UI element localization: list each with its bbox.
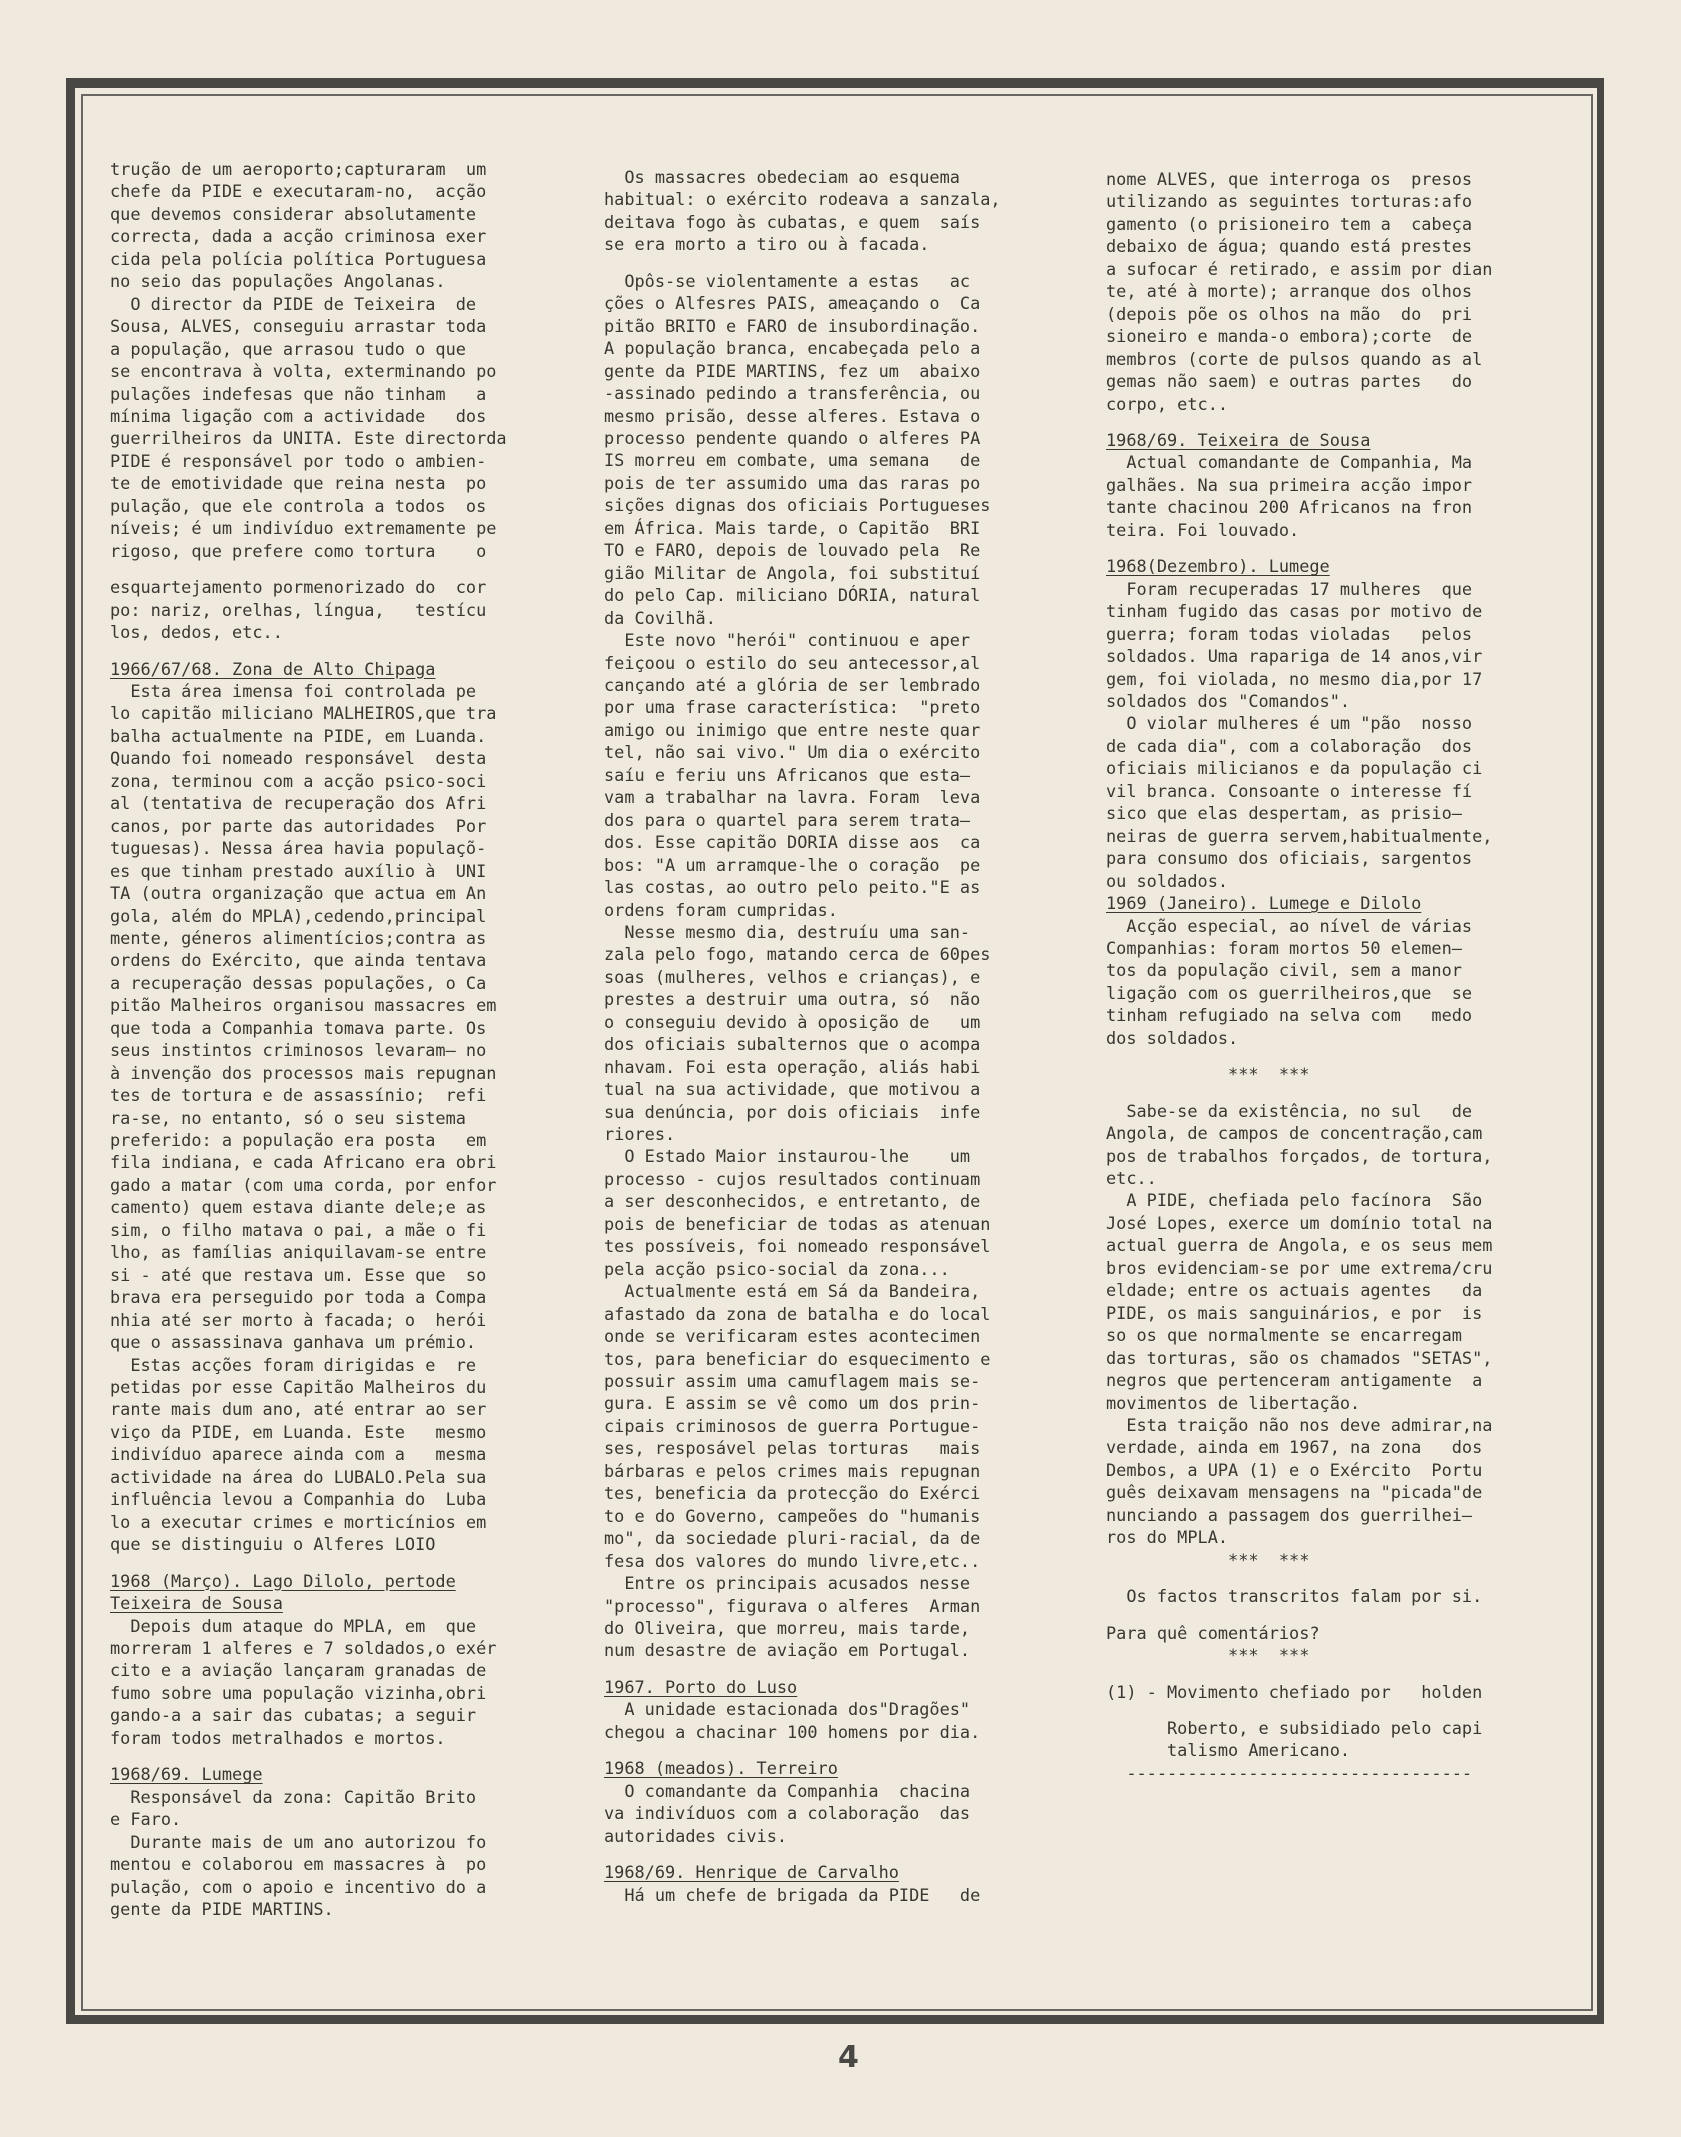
text-line: tos, para beneficiar do esquecimento e xyxy=(604,1348,991,1369)
text-line: ordens do Exército, que ainda tentava xyxy=(110,950,487,971)
text-line: gente da PIDE MARTINS, fez um abaixo xyxy=(604,360,981,381)
text-line: eldade; entre os actuais agentes da xyxy=(1106,1280,1483,1301)
text-line: lho, as famílias aniquilavam-se entre xyxy=(110,1242,487,1263)
section-heading: 1968/69. Henrique de Carvalho xyxy=(604,1862,899,1883)
text-line: gamento (o prisioneiro tem a cabeça xyxy=(1106,213,1473,234)
text-line: canos, por parte das autoridades Por xyxy=(110,815,487,836)
text-line: tos da população civil, sem a manor xyxy=(1106,960,1462,981)
text-line: va indivíduos com a colaboração das xyxy=(604,1803,971,1824)
text-line: *** *** xyxy=(1106,1645,1310,1666)
text-line: a sufocar é retirado, e assim por dian xyxy=(1106,258,1493,279)
text-line: gente da PIDE MARTINS. xyxy=(110,1898,334,1919)
text-line: riores. xyxy=(604,1124,676,1145)
text-line: soas (mulheres, velhos e crianças), e xyxy=(604,966,981,987)
text-line: para consumo dos oficiais, sargentos xyxy=(1106,848,1473,869)
text-line: que devemos considerar absolutamente xyxy=(110,203,477,224)
text-line: do pelo Cap. miliciano DÓRIA, natural xyxy=(604,585,981,606)
text-line: O Estado Maior instaurou-lhe um xyxy=(604,1146,971,1167)
text-line: tinham refugiado na selva com medo xyxy=(1106,1005,1473,1026)
text-line: mesmo prisão, desse alferes. Estava o xyxy=(604,405,981,426)
text-line: Os massacres obedeciam ao esquema xyxy=(604,167,960,187)
text-line: tes possíveis, foi nomeado responsável xyxy=(604,1236,991,1257)
text-line: *** *** xyxy=(1106,1549,1310,1570)
text-line: soldados. Uma rapariga de 14 anos,vir xyxy=(1106,646,1483,667)
text-line: te de emotividade que reina nesta po xyxy=(110,473,487,494)
text-line: dos para o quartel para serem trata— xyxy=(604,809,971,830)
text-line: bos: "A um arramque-lhe o coração pe xyxy=(604,854,981,875)
text-line: ções o Alfesres PAIS, ameaçando o Ca xyxy=(604,293,981,314)
text-line: O comandante da Companhia chacina xyxy=(604,1780,971,1801)
text-line: es que tinham prestado auxílio à UNI xyxy=(110,860,487,881)
text-line: etc.. xyxy=(1106,1168,1157,1189)
text-line: PIDE, os mais sanguinários, e por is xyxy=(1106,1302,1483,1323)
text-line: Para quê comentários? xyxy=(1106,1622,1320,1643)
text-line: -assinado pedindo a transferência, ou xyxy=(604,383,981,404)
text-line: so os que normalmente se encarregam xyxy=(1106,1325,1462,1346)
text-line: A população branca, encabeçada pelo a xyxy=(604,338,981,359)
text-line: nhia até ser morto à facada; o herói xyxy=(110,1309,487,1330)
text-line: trução de um aeroporto;capturaram um xyxy=(110,159,487,179)
text-line: las costas, ao outro pelo peito."E as xyxy=(604,877,981,898)
text-line: Nesse mesmo dia, destruíu uma san- xyxy=(604,921,971,942)
text-line: pitão Malheiros organisou massacres em xyxy=(110,995,497,1016)
text-line: dos soldados. xyxy=(1106,1027,1239,1048)
text-line: tes, beneficia da protecção do Exérci xyxy=(604,1483,981,1504)
text-line: ordens foram cumpridas. xyxy=(604,899,838,920)
text-line: Actual comandante de Companhia, Ma xyxy=(1106,452,1473,473)
text-line: lo capitão miliciano MALHEIROS,que tra xyxy=(110,703,497,724)
text-line: vil branca. Consoante o interesse fí xyxy=(1106,780,1473,801)
text-line: preferido: a população era posta em xyxy=(110,1130,487,1151)
text-line: pulações indefesas que não tinham a xyxy=(110,383,487,404)
text-line: gem, foi violada, no mesmo dia,por 17 xyxy=(1106,668,1483,689)
text-line: tes de tortura e de assassínio; refi xyxy=(110,1085,487,1106)
text-line: Companhias: foram mortos 50 elemen— xyxy=(1106,937,1462,958)
text-line: Esta traição não nos deve admirar,na xyxy=(1106,1415,1493,1436)
text-line: rigoso, que prefere como tortura o xyxy=(110,540,487,561)
text-line: viço da PIDE, em Luanda. Este mesmo xyxy=(110,1421,487,1442)
text-column-2 xyxy=(604,166,1064,1906)
text-line: debaixo de água; quando está prestes xyxy=(1106,236,1473,257)
text-column-1 xyxy=(110,158,565,1920)
text-line: cançando até a glória de ser lembrado xyxy=(604,674,981,695)
text-line: sioneiro e manda-o embora);corte de xyxy=(1106,326,1473,347)
text-line: neiras de guerra servem,habitualmente, xyxy=(1106,825,1493,846)
text-line: se encontrava à volta, exterminando po xyxy=(110,361,497,382)
text-line: indivíduo aparece ainda com a mesma xyxy=(110,1444,487,1465)
text-line: gola, além do MPLA),cedendo,principal xyxy=(110,905,487,926)
text-line: amigo ou inimigo que entre neste quar xyxy=(604,719,981,740)
text-line: fesa dos valores do mundo livre,etc.. xyxy=(604,1550,981,1571)
text-line: A unidade estacionada dos"Dragões" xyxy=(604,1699,971,1720)
text-line: Actualmente está em Sá da Bandeira, xyxy=(604,1281,981,1302)
text-line: saíu e feriu uns Africanos que esta— xyxy=(604,764,971,785)
text-line: balha actualmente na PIDE, em Luanda. xyxy=(110,725,487,746)
text-line: da Covilhã. xyxy=(604,607,716,628)
text-line: níveis; é um indivíduo extremamente pe xyxy=(110,518,497,539)
text-line: correcta, dada a acção criminosa exer xyxy=(110,226,487,247)
text-line: ses, resposável pelas torturas mais xyxy=(604,1438,981,1459)
text-line: no seio das populações Angolanas. xyxy=(110,271,446,292)
text-line: que se distinguiu o Alferes LOIO xyxy=(110,1534,436,1555)
text-line: pulação, com o apoio e incentivo do a xyxy=(110,1876,487,1897)
text-line: (1) - Movimento chefiado por holden xyxy=(1106,1681,1483,1702)
text-line: tuguesas). Nessa área havia populaçõ- xyxy=(110,838,487,859)
text-line: morreram 1 alferes e 7 soldados,o exér xyxy=(110,1638,497,1658)
text-line: Acção especial, ao nível de várias xyxy=(1106,915,1473,936)
text-line: pulação, que ele controla a todos os xyxy=(110,495,487,516)
section-heading: 1968/69. Lumege xyxy=(110,1764,263,1785)
text-line: prestes a destruir uma outra, só não xyxy=(604,989,981,1010)
section-heading: 1968 (Março). Lago Dilolo, pertode xyxy=(110,1570,456,1591)
text-line: lo a executar crimes e morticínios em xyxy=(110,1511,487,1532)
text-line: influência levou a Companhia do Luba xyxy=(110,1489,487,1510)
text-line: do Oliveira, que morreu, mais tarde, xyxy=(604,1618,971,1638)
text-line: mínima ligação com a actividade dos xyxy=(110,405,487,426)
text-line: Quando foi nomeado responsável desta xyxy=(110,748,487,769)
text-line: chegou a chacinar 100 homens por dia. xyxy=(604,1721,981,1742)
text-line: gando-a a sair das cubatas; a seguir xyxy=(110,1705,477,1726)
text-line: pois de beneficiar de todas as atenuan xyxy=(604,1213,991,1234)
text-line: sições dignas dos oficiais Portugueses xyxy=(604,495,991,516)
text-line: soldados dos "Comandos". xyxy=(1106,690,1351,711)
text-line: Opôs-se violentamente a estas ac xyxy=(604,270,971,291)
text-line: Dembos, a UPA (1) e o Exército Portu xyxy=(1106,1459,1483,1480)
text-line: em África. Mais tarde, o Capitão BRI xyxy=(604,517,981,538)
text-line: ros do MPLA. xyxy=(1106,1527,1229,1548)
text-line: Entre os principais acusados nesse xyxy=(604,1573,971,1594)
text-line: actividade na área do LUBALO.Pela sua xyxy=(110,1466,487,1487)
text-line: talismo Americano. xyxy=(1106,1740,1351,1761)
text-line: Responsável da zona: Capitão Brito xyxy=(110,1786,477,1807)
text-line: brava era perseguido por toda a Compa xyxy=(110,1287,487,1308)
text-line: PIDE é responsável por todo o ambien- xyxy=(110,450,487,471)
text-line: membros (corte de pulsos quando as al xyxy=(1106,348,1483,369)
text-line: rante mais dum ano, até entrar ao ser xyxy=(110,1399,487,1420)
text-line: a ser desconhecidos, e entretanto, de xyxy=(604,1191,981,1212)
text-line: utilizando as seguintes torturas:afo xyxy=(1106,191,1473,212)
text-line: à invenção dos processos mais repugnan xyxy=(110,1062,497,1083)
text-line: Sousa, ALVES, conseguiu arrastar toda xyxy=(110,316,487,337)
text-line: e Faro. xyxy=(110,1809,182,1830)
text-line: pitão BRITO e FARO de insubordinação. xyxy=(604,315,981,336)
text-line: foram todos metralhados e mortos. xyxy=(110,1727,446,1748)
text-line: mo", da sociedade pluri-racial, da de xyxy=(604,1528,981,1549)
text-line: to e do Governo, campeões do "humanis xyxy=(604,1505,981,1526)
text-line: por uma frase característica: "preto xyxy=(604,697,981,718)
text-line: zona, terminou com a acção psico-soci xyxy=(110,770,487,791)
text-line: TO e FARO, depois de louvado pela Re xyxy=(604,540,981,561)
text-line: te, até à morte); arranque dos olhos xyxy=(1106,281,1473,302)
text-line: esquartejamento pormenorizado do cor xyxy=(110,577,487,598)
text-line: movimentos de libertação. xyxy=(1106,1392,1361,1413)
text-line: ligação com os guerrilheiros,que se xyxy=(1106,982,1473,1003)
text-line: Este novo "herói" continuou e aper xyxy=(604,630,971,651)
text-line: a recuperação dessas populações, o Ca xyxy=(110,972,487,993)
text-line: pois de ter assumido uma das raras po xyxy=(604,472,981,493)
text-line: feiçoou o estilo do seu antecessor,al xyxy=(604,652,981,673)
text-line: afastado da zona de batalha e do local xyxy=(604,1303,991,1324)
text-line: gura. E assim se vê como um dos prin- xyxy=(604,1393,981,1414)
text-line: se era morto a tiro ou à facada. xyxy=(604,234,930,255)
text-line: IS morreu em combate, uma semana de xyxy=(604,450,981,471)
section-heading: 1967. Porto do Luso xyxy=(604,1676,798,1697)
text-line: petidas por esse Capitão Malheiros du xyxy=(110,1377,487,1398)
text-line: ra-se, no entanto, só o seu sistema xyxy=(110,1107,466,1128)
text-line: habitual: o exército rodeava a sanzala, xyxy=(604,189,1001,210)
text-line: guerrilheiros da UNITA. Este directorda xyxy=(110,428,507,449)
text-line: cipais criminosos de guerra Portugue- xyxy=(604,1415,981,1436)
text-line: mentou e colaborou em massacres à po xyxy=(110,1854,487,1875)
section-heading: 1968/69. Teixeira de Sousa xyxy=(1106,429,1371,450)
text-line: pela acção psico-social da zona... xyxy=(604,1258,950,1279)
text-line: gado a matar (com uma corda, por enfor xyxy=(110,1174,497,1195)
text-line: vam a trabalhar na lavra. Foram leva xyxy=(604,787,981,808)
text-line: chefe da PIDE e executaram-no, acção xyxy=(110,181,487,202)
text-line: a população, que arrasou tudo o que xyxy=(110,338,466,359)
text-line: A PIDE, chefiada pelo facínora São xyxy=(1106,1190,1483,1211)
text-line: que toda a Companhia tomava parte. Os xyxy=(110,1017,487,1038)
text-line: processo - cujos resultados continuam xyxy=(604,1168,981,1189)
text-line: Estas acções foram dirigidas e re xyxy=(110,1354,477,1375)
text-line: José Lopes, exerce um domínio total na xyxy=(1106,1212,1493,1233)
text-line: onde se verificaram estes acontecimen xyxy=(604,1326,981,1347)
text-line: fila indiana, e cada Africano era obri xyxy=(110,1152,497,1173)
text-line: bárbaras e pelos crimes mais repugnan xyxy=(604,1460,981,1481)
text-line: Durante mais de um ano autorizou fo xyxy=(110,1831,487,1852)
text-line: zala pelo fogo, matando cerca de 60pes xyxy=(604,944,991,965)
text-line: si - até que restava um. Esse que so xyxy=(110,1264,487,1285)
text-line: num desastre de aviação em Portugal. xyxy=(604,1640,971,1661)
text-line: Roberto, e subsidiado pelo capi xyxy=(1106,1718,1483,1738)
text-line: bros evidenciam-se por ume extrema/cru xyxy=(1106,1257,1493,1278)
section-heading: Teixeira de Sousa xyxy=(110,1593,283,1614)
text-line: *** *** xyxy=(1106,1064,1310,1085)
section-heading: 1966/67/68. Zona de Alto Chipaga xyxy=(110,658,436,679)
page-number: 4 xyxy=(838,2040,859,2075)
text-line: Angola, de campos de concentração,cam xyxy=(1106,1123,1483,1144)
text-line: nunciando a passagem dos guerrilhei— xyxy=(1106,1504,1473,1525)
text-line: tinham fugido das casas por motivo de xyxy=(1106,601,1483,622)
text-line: processo pendente quando o alferes PA xyxy=(604,427,981,448)
text-line: Há um chefe de brigada da PIDE de xyxy=(604,1884,981,1905)
text-line: corpo, etc.. xyxy=(1106,393,1229,414)
text-line: que o assassinava ganhava um prémio. xyxy=(110,1332,477,1353)
text-line: Esta área imensa foi controlada pe xyxy=(110,680,477,701)
text-line: actual guerra de Angola, e os seus mem xyxy=(1106,1235,1493,1256)
text-line: deitava fogo às cubatas, e quem saís xyxy=(604,211,981,232)
text-line: de cada dia", com a colaboração dos xyxy=(1106,735,1473,756)
text-line: nome ALVES, que interroga os presos xyxy=(1106,169,1473,189)
section-heading: 1968(Dezembro). Lumege xyxy=(1106,556,1330,577)
text-line: cida pela polícia política Portuguesa xyxy=(110,248,487,269)
text-line: al (tentativa de recuperação dos Afri xyxy=(110,793,487,814)
text-line: autoridades civis. xyxy=(604,1825,788,1846)
text-line: Depois dum ataque do MPLA, em que xyxy=(110,1615,477,1636)
text-line: (depois põe os olhos na mão do pri xyxy=(1106,303,1473,324)
text-line: camento) quem estava diante dele;e as xyxy=(110,1197,487,1218)
text-line: verdade, ainda em 1967, na zona dos xyxy=(1106,1437,1483,1458)
text-line: dos oficiais subalternos que o acompa xyxy=(604,1034,981,1055)
text-line: das torturas, são os chamados "SETAS", xyxy=(1106,1347,1493,1368)
text-line: cito e a aviação lançaram granadas de xyxy=(110,1660,487,1681)
text-line: ---------------------------------- xyxy=(1106,1762,1473,1783)
text-line: gemas não saem) e outras partes do xyxy=(1106,371,1473,392)
text-line: guês deixavam mensagens na "picada"de xyxy=(1106,1482,1483,1503)
text-line: ou soldados. xyxy=(1106,870,1229,891)
text-line: O director da PIDE de Teixeira de xyxy=(110,293,477,314)
text-line: fumo sobre uma população vizinha,obri xyxy=(110,1682,487,1703)
text-line: galhães. Na sua primeira acção impor xyxy=(1106,474,1473,495)
text-line: Os factos transcritos falam por si. xyxy=(1106,1586,1483,1607)
text-line: oficiais milicianos e da população ci xyxy=(1106,758,1483,779)
text-line: o conseguiu devido à oposição de um xyxy=(604,1011,981,1032)
text-line: sua denúncia, por dois oficiais infe xyxy=(604,1101,981,1122)
text-line: tante chacinou 200 Africanos na fron xyxy=(1106,497,1473,518)
text-line: sim, o filho matava o pai, a mãe o fi xyxy=(110,1219,487,1240)
text-line: nhavam. Foi esta operação, aliás habi xyxy=(604,1056,981,1077)
text-line: sico que elas despertam, as prisio— xyxy=(1106,803,1462,824)
text-line: negros que pertenceram antigamente a xyxy=(1106,1370,1483,1391)
text-line: gião Militar de Angola, foi substituí xyxy=(604,562,981,583)
text-line: teira. Foi louvado. xyxy=(1106,519,1300,540)
text-line: possuir assim uma camuflagem mais se- xyxy=(604,1371,981,1392)
text-line: tel, não sai vivo." Um dia o exército xyxy=(604,742,981,763)
text-line: Foram recuperadas 17 mulheres que xyxy=(1106,578,1473,599)
text-line: TA (outra organização que actua em An xyxy=(110,883,487,904)
text-line: Sabe-se da existência, no sul de xyxy=(1106,1100,1473,1121)
text-column-3 xyxy=(1106,168,1568,1784)
text-line: los, dedos, etc.. xyxy=(110,622,283,643)
text-line: pos de trabalhos forçados, de tortura, xyxy=(1106,1145,1493,1166)
text-line: seus instintos criminosos levaram— no xyxy=(110,1040,487,1061)
text-line: O violar mulheres é um "pão nosso xyxy=(1106,713,1473,734)
text-line: guerra; foram todas violadas pelos xyxy=(1106,623,1473,644)
text-line: po: nariz, orelhas, língua, testícu xyxy=(110,599,487,620)
text-line: mente, géneros alimentícios;contra as xyxy=(110,927,487,948)
section-heading: 1969 (Janeiro). Lumege e Dilolo xyxy=(1106,893,1422,914)
text-line: tual na sua actividade, que motivou a xyxy=(604,1079,981,1100)
text-line: "processo", figurava o alferes Arman xyxy=(604,1595,981,1616)
text-line: dos. Esse capitão DORIA disse aos ca xyxy=(604,832,981,853)
section-heading: 1968 (meados). Terreiro xyxy=(604,1758,838,1779)
